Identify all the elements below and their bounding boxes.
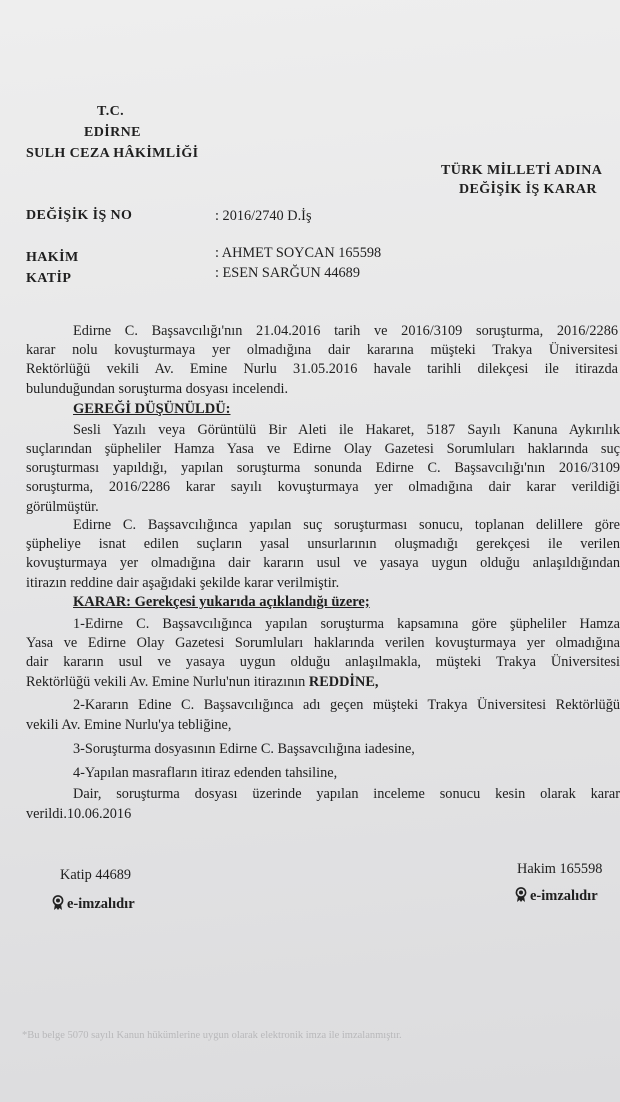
clerk-label: KATİP <box>26 271 72 286</box>
header-court: SULH CEZA HÂKİMLİĞİ <box>26 146 199 161</box>
karar-line: 3-Soruşturma dosyasının Edirne C. Başsavcılığına iadesine, <box>73 741 415 757</box>
clerk-e-signature <box>52 895 135 913</box>
karar-heading: KARAR: Gerekçesi yukarıda açıklandığı üzere; <box>73 594 370 610</box>
case-no-label: DEĞİŞİK İŞ NO <box>26 208 133 223</box>
karar-line <box>26 673 378 692</box>
header-doc-type: DEĞİŞİK İŞ KARAR <box>459 182 597 197</box>
karar-line: dair kararın usul ve yasaya uygun olduğu anlaşılmakla, müşteki Trakya Üniversitesi <box>26 654 620 670</box>
header-nation: TÜRK MİLLETİ ADINA <box>441 163 603 178</box>
case-no-value: : 2016/2740 D.İş <box>215 208 312 224</box>
karar-item1-text: Rektörlüğü vekili Av. Emine Nurlu'nun itirazının <box>26 674 306 690</box>
gerekce-line: soruşturması yapıldığı, yapılan soruşturma sonunda Edirne C. Başsavcılığı'nın 2016/3109 <box>26 460 620 476</box>
judge-value: : AHMET SOYCAN 165598 <box>215 245 382 261</box>
reddine-text: REDDİNE, <box>308 674 379 690</box>
closing-line: verildi.10.06.2016 <box>26 806 132 822</box>
gerekce-heading: GEREĞİ DÜŞÜNÜLDÜ: <box>73 401 231 417</box>
intro-line: Rektörlüğü vekili Av. Emine Nurlu 31.05.2016 havale tarihli dilekçesi ile itirazda <box>26 361 618 377</box>
judge-signature-name: Hakim 165598 <box>517 861 603 877</box>
judge-e-signature-text: e-imzalıdır <box>530 888 598 904</box>
gerekce-line: suçlarından şüpheliler Hamza Yasa ve Edirne Olay Gazetesi Sorumluları haklarında suç <box>26 441 620 457</box>
karar-line: vekili Av. Emine Nurlu'ya tebliğine, <box>26 717 232 733</box>
karar-line: 2-Kararın Edine C. Başsavcılığınca adı geçen müşteki Trakya Üniversitesi Rektörlüğü <box>73 697 620 713</box>
karar-line: 4-Yapılan masrafların itiraz edenden tahsiline, <box>73 765 338 781</box>
gerekce-line: Edirne C. Başsavcılığınca yapılan suç soruşturması sonucu, toplanan delillere göre <box>73 517 620 533</box>
judge-e-signature <box>515 887 598 905</box>
gerekce-line: soruşturma, 2016/2286 karar sayılı kovuşturmaya yer olmadığına dair karar verildiği <box>26 479 620 495</box>
intro-line: Edirne C. Başsavcılığı'nın 21.04.2016 tarih ve 2016/3109 soruşturma, 2016/2286 <box>73 323 618 339</box>
judge-label: HAKİM <box>26 250 79 265</box>
gerekce-line: şüpheliye isnat edilen suçların yasal unsurlarının oluşmadığı gerekçesi ile verilen <box>26 536 620 552</box>
gerekce-line: görülmüştür. <box>26 499 99 515</box>
e-signature-seal-icon <box>52 895 64 911</box>
header-tc: T.C. <box>97 104 125 119</box>
closing-line: Dair, soruşturma dosyası üzerinde yapılan inceleme sonucu kesin olarak karar <box>73 786 620 802</box>
gerekce-line: Sesli Yazılı veya Görüntülü Bir Aleti ile Hakaret, 5187 Sayılı Kanuna Aykırılık <box>73 422 620 438</box>
karar-line: Yasa ve Edirne Olay Gazetesi Sorumluları haklarında verilen kovuşturmaya yer olmadığına <box>26 635 620 651</box>
gerekce-line: itirazın reddine dair aşağıdaki şekilde karar verilmiştir. <box>26 575 340 591</box>
footer-note: *Bu belge 5070 sayılı Kanun hükümlerine uygun olarak elektronik imza ile imzalanmıştır. <box>22 1030 402 1041</box>
clerk-e-signature-text: e-imzalıdır <box>67 896 135 912</box>
clerk-signature-name: Katip 44689 <box>60 867 132 883</box>
intro-line: bulunduğundan soruşturma dosyası incelendi. <box>26 381 289 397</box>
gerekce-line: kovuşturmaya yer olmadığına dair kararın usul ve yasaya uygun olduğu anlaşıldığından <box>26 555 620 571</box>
clerk-value: : ESEN SARĞUN 44689 <box>215 265 360 281</box>
intro-line: karar nolu kovuşturmaya yer olmadığına dair kararına müşteki Trakya Üniversitesi <box>26 342 618 358</box>
e-signature-seal-icon <box>515 887 527 903</box>
header-city: EDİRNE <box>84 125 141 140</box>
karar-line: 1-Edirne C. Başsavcılığınca yapılan soruşturma kapsamına göre şüpheliler Hamza <box>73 616 620 632</box>
